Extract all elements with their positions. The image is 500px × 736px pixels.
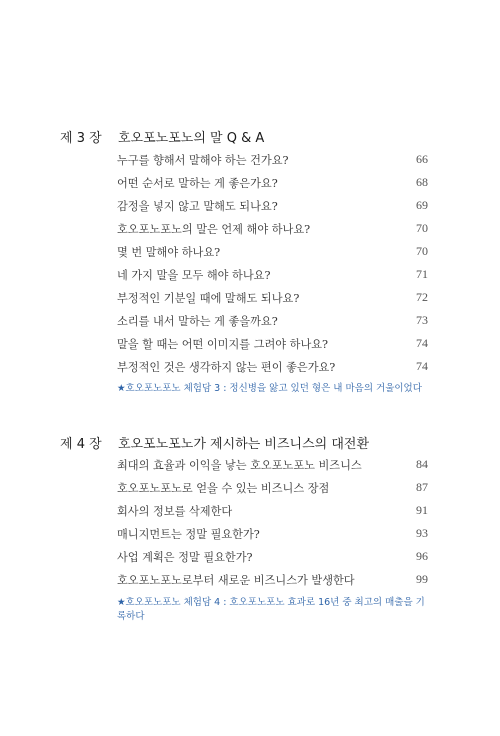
- toc-entry-title: 매니지먼트는 정말 필요한가?: [117, 528, 260, 541]
- toc-entry-page: 69: [416, 198, 428, 212]
- toc-entry[interactable]: [117, 290, 428, 308]
- toc-entry[interactable]: [117, 503, 428, 521]
- toc-entry-page: 87: [416, 480, 428, 494]
- toc-entry[interactable]: [117, 152, 428, 170]
- toc-entry-title: 감정을 넣지 않고 말해도 되나요?: [117, 200, 278, 213]
- toc-entry-title: 네 가지 말을 모두 해야 하나요?: [117, 269, 271, 282]
- toc-entry-page: 99: [416, 572, 428, 586]
- toc-entry-title: 사업 계획은 정말 필요한가?: [117, 551, 253, 564]
- toc-entry-title: 부정적인 기분일 때에 말해도 되나요?: [117, 292, 300, 305]
- toc-entry-title: 호오포노포노로부터 새로운 비즈니스가 발생한다: [117, 574, 355, 587]
- toc-entry[interactable]: [117, 457, 428, 475]
- toc-entry-page: 66: [416, 152, 428, 166]
- toc-entry[interactable]: [117, 313, 428, 331]
- chapter-3-heading: [60, 127, 264, 146]
- chapter-title: 호오포노포노가 제시하는 비즈니스의 대전환: [118, 437, 369, 452]
- story-line: 록하다: [117, 611, 145, 622]
- toc-entry[interactable]: [117, 480, 428, 498]
- toc-entry-title: 최대의 효율과 이익을 낳는 호오포노포노 비즈니스: [117, 459, 362, 472]
- toc-entry-title: 부정적인 것은 생각하지 않는 편이 좋은가요?: [117, 361, 336, 374]
- toc-entry-title: 호오포노포노로 얻을 수 있는 비즈니스 장점: [117, 482, 330, 495]
- toc-entry[interactable]: [117, 267, 428, 285]
- toc-entry-page: 74: [416, 359, 428, 373]
- chapter-number: 제 4 장: [60, 437, 102, 452]
- toc-entry-title: 누구를 향해서 말해야 하는 건가요?: [117, 154, 289, 167]
- toc-entry-page: 71: [416, 267, 428, 281]
- chapter-number: 제 3 장: [60, 131, 102, 146]
- toc-entry-title: 회사의 정보를 삭제한다: [117, 505, 233, 518]
- toc-entry-page: 68: [416, 175, 428, 189]
- toc-entry-page: 91: [416, 503, 428, 517]
- toc-entry[interactable]: [117, 549, 428, 567]
- toc-entry[interactable]: [117, 359, 428, 377]
- toc-entry-page: 73: [416, 313, 428, 327]
- toc-entry[interactable]: [117, 572, 428, 590]
- toc-entry[interactable]: [117, 526, 428, 544]
- toc-entry[interactable]: [117, 221, 428, 239]
- chapter-4-heading: [60, 433, 369, 452]
- experience-story-note[interactable]: ★호오포노포노 체험담 3 : 정신병을 앓고 있던 형은 내 마음의 거울이었다: [117, 383, 422, 394]
- toc-entry-page: 84: [416, 457, 428, 471]
- toc-entry-page: 96: [416, 549, 428, 563]
- toc-entry-page: 93: [416, 526, 428, 540]
- toc-entry-page: 72: [416, 290, 428, 304]
- toc-entry[interactable]: [117, 198, 428, 216]
- toc-entry-page: 74: [416, 336, 428, 350]
- experience-story-note[interactable]: [117, 596, 432, 624]
- toc-entry-page: 70: [416, 244, 428, 258]
- toc-entry[interactable]: [117, 175, 428, 193]
- toc-entry-title: 어떤 순서로 말하는 게 좋은가요?: [117, 177, 278, 190]
- toc-entry-title: 소리를 내서 말하는 게 좋을까요?: [117, 315, 278, 328]
- toc-entry-page: 70: [416, 221, 428, 235]
- toc-entry-title: 말을 할 때는 어떤 이미지를 그려야 하나요?: [117, 338, 329, 351]
- toc-entry[interactable]: [117, 336, 428, 354]
- toc-entry[interactable]: [117, 244, 428, 262]
- toc-entry-title: 몇 번 말해야 하나요?: [117, 246, 221, 259]
- chapter-title: 호오포노포노의 말 Q & A: [118, 131, 265, 146]
- toc-entry-title: 호오포노포노의 말은 언제 해야 하나요?: [117, 223, 311, 236]
- story-line: ★호오포노포노 체험담 4 : 호오포노포노 효과로 16년 중 최고의 매출을 기: [117, 597, 425, 608]
